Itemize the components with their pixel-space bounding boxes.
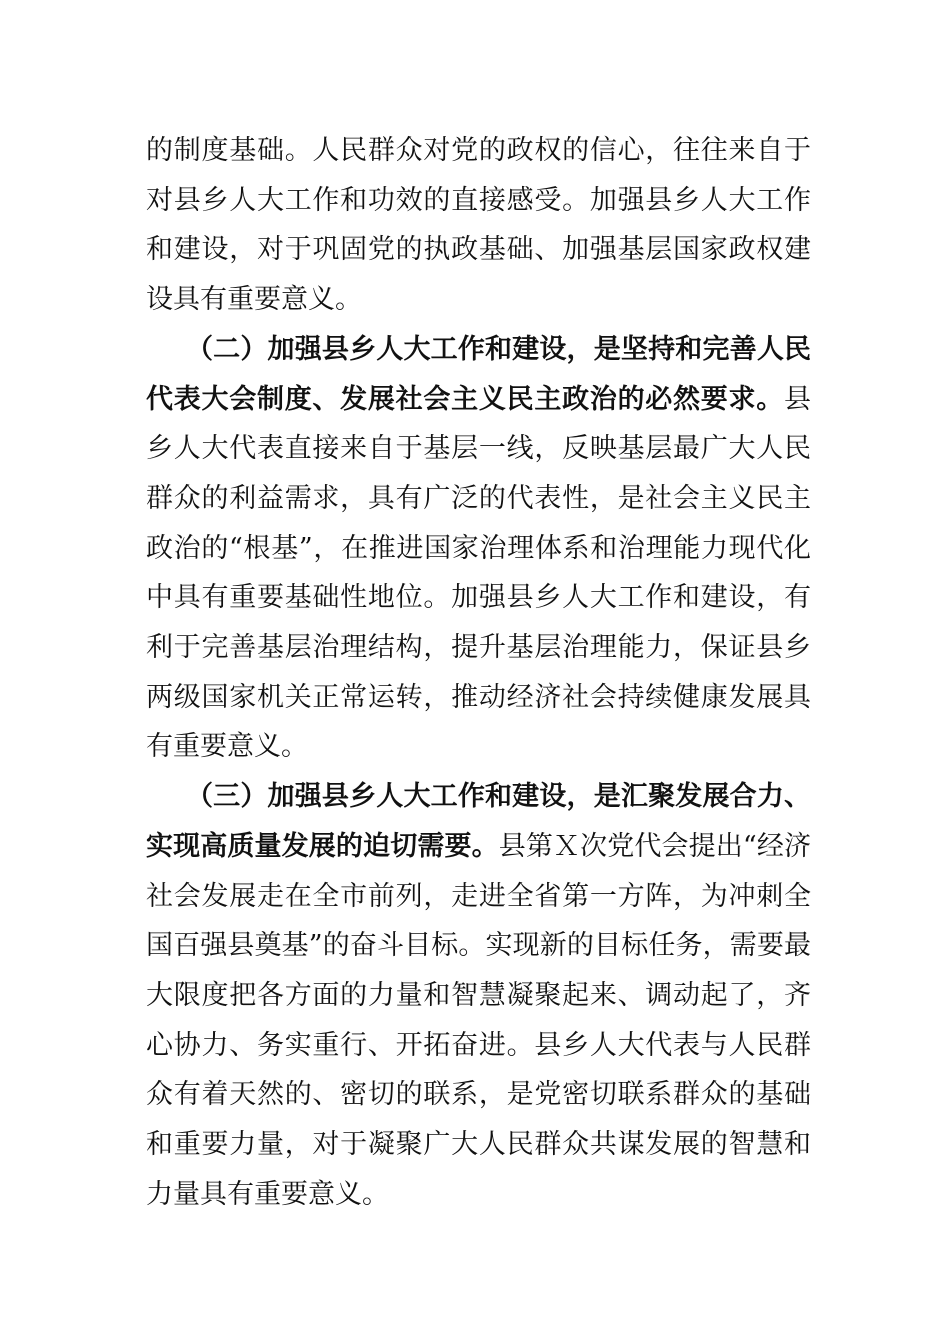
paragraph-1-text: 的制度基础。人民群众对党的政权的信心，往往来自于对县乡人大工作和功效的直接感受。加强县乡人大工作和建设，对于巩固党的执政基础、加强基层国家政权建设具有重要意义。 (146, 135, 811, 316)
paragraph-3-text: 县第Ｘ次党代会提出“经济社会发展走在全市前列，走进全省第一方阵，为冲刺全国百强县奠基”的奋斗目标。实现新的目标任务，需要最大限度把各方面的力量和智慧凝聚起来、调动起了，齐心协力、务实重行、开拓奋进。县乡人大代表与人民群众有着天然的、密切的联系，是党密切联系群众的基础和重要力量，对于凝聚广大人民群众共谋发展的智慧和力量具有重要意义。 (146, 830, 811, 1210)
document-body (146, 126, 811, 1219)
paragraph-2-heading: （二）加强县乡人大工作和建设，是坚持和完善人民代表大会制度、发展社会主义民主政治的必然要求。 (146, 333, 811, 415)
paragraph-2 (146, 325, 811, 772)
paragraph-3-heading: （三）加强县乡人大工作和建设，是汇聚发展合力、实现高质量发展的迫切需要。 (146, 781, 811, 862)
paragraph-3 (146, 772, 811, 1219)
paragraph-1 (146, 126, 811, 325)
paragraph-2-text: 县乡人大代表直接来自于基层一线，反映基层最广大人民群众的利益需求，具有广泛的代表性，是社会主义民主政治的“根基”，在推进国家治理体系和治理能力现代化中具有重要基础性地位。加强县乡人大工作和建设，有利于完善基层治理结构，提升基层治理能力，保证县乡两级国家机关正常运转，推动经济社会持续健康发展具有重要意义。 (146, 383, 811, 763)
